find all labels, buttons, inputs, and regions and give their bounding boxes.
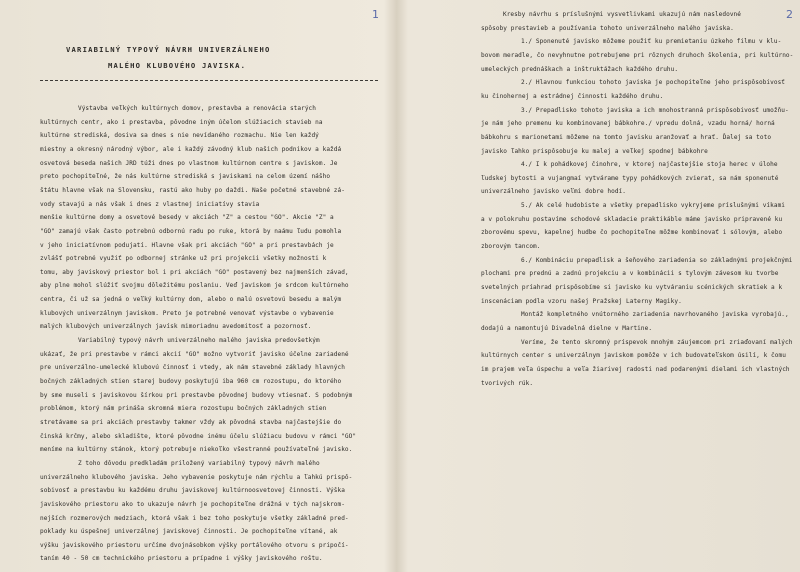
text-line: Výstavba veľkých kultúrnych domov, prestavba a renovácia starých xyxy=(78,105,316,112)
text-line: činská krčmy, alebo skladište, ktoré pôvodne inému účelu slúžiacu budovu v rámci "GO" xyxy=(40,432,357,440)
text-line: vody stavajú a nás však i dnes z vlastnej iniciatívy stavia xyxy=(40,200,260,208)
text-line: Variabilný typový návrh univerzálneho malého javiska predovšetkým xyxy=(78,337,320,345)
text-line: javiskového priestoru ako to ukazuje návrh je pochopiteľne drážná v tých najskrom- xyxy=(40,500,345,508)
title-underline xyxy=(40,80,378,81)
right-page xyxy=(400,0,800,572)
text-line: spôsoby prestavieb a používania tohoto univerzálneho malého javiska. xyxy=(481,24,734,32)
text-line: univerzálneho klubového javiska. Jeho vybavenie poskytuje nám rýchlu a ľahkú prispô- xyxy=(40,473,353,481)
text-line: taním 40 - 50 cm technického priestoru a prípadne i výšky javiskového roštu. xyxy=(40,555,323,563)
text-line: nejších rozmerových medziach, ktorá však i bez toho poskytuje všetky základné pred- xyxy=(40,514,349,522)
text-line: menšie kultúrne domy a osvetové besedy v akciách "Z" a cestou "GO". Akcie "Z" a xyxy=(40,214,334,222)
text-line: problémom, ktorý nám prináša skromná miera rozostupu bočných základných stien xyxy=(40,405,327,413)
text-line: bočných základných stien starej budovy poskytujú iba 960 cm rozostupu, do ktorého xyxy=(40,378,342,385)
text-line: malých klubových univerzálnych javísk mimoriadnu avedomitosť a pozornosť. xyxy=(40,323,312,331)
text-line: 6./ Kombináciu prepadlisk a šeňového zariadenia so základnými projekčnými xyxy=(521,256,793,264)
text-line: Montáž kompletného vnútorného zariadenia navrhovaného javiska vyrobajú., xyxy=(521,311,789,319)
text-line: umeleckých prednáškach a inštruktážach každého druhu. xyxy=(481,65,679,73)
text-line: miestny a okresný národný výbor, ale i každý závodný klub našich podnikov a každá xyxy=(40,145,342,153)
text-line: kultúrne strediská, dosiva sa dnes s nie nevídaného rozmachu. Nie len každý xyxy=(40,132,319,140)
text-line: 3./ Prepadlisko tohoto javiska a ich mnohostranná prispôsobivosť umožňu- xyxy=(521,106,789,114)
document-title-line-1: VARIABILNÝ TYPOVÝ NÁVRH UNIVERZÁLNEHO xyxy=(66,45,271,54)
text-line: 2./ Hlavnou funkciou tohoto javiska je pochopiteľne jeho prispôsobivosť xyxy=(521,79,786,87)
text-line: bábkohru s marionetami môžeme na tomto javisku aranžovať a hrať. Ďalej sa toto xyxy=(481,133,772,141)
text-line: centra, či už sa jedná o veľký kultúrny dom, alebo o malú osvetovú besedu a malým xyxy=(40,296,342,304)
page-number: 2 xyxy=(786,8,794,21)
text-line: kultúrnych center s univerzálnym javiskom pomôže v ich budovateľskom úsilí, k čomu xyxy=(481,352,786,360)
text-line: ľudskej bytosti a vujangmaí vytvárame typy pohádkových zvierat, sa nám sponenuté xyxy=(481,174,779,182)
text-line: inscenáciam podla vzoru našej Pražskej Laterny Magiky. xyxy=(481,297,682,305)
text-line: im prajem veľa úspechu a veľa žiarivej radosti nad podarenými dielami ich vlastných xyxy=(481,365,790,373)
text-line: štátu hlavne však na Slovensku, rastú ako huby po daždi. Naše početné stavebné zá- xyxy=(40,186,345,194)
text-line: pre univerzálno-umelecké klubovú činnosť i vtedy, ak nám stavebné základy hlavných xyxy=(40,364,345,372)
text-line: plochami pre prednú a zadnú projekciu a v kombinácii s tylovým závesom ku tvorbe xyxy=(481,270,779,278)
text-line: meníme na kultúrny stánok, ktorý potrebuje niekoľko všestranné používateľné javisko. xyxy=(40,446,353,454)
document-title-line-2: MALÉHO KLUBOVÉHO JAVISKA. xyxy=(108,61,247,70)
text-line: ukázať, že pri prestavbe v rámci akcií "GO" možno vytvoriť javisko účelne zariadené xyxy=(40,350,349,358)
text-line: osvetová beseda našich JRD túži dnes po vlastnom kultúrnom centre s javiskom. Je xyxy=(40,159,338,167)
text-line: dodajú a namontujú Divadelná dielne v Martine. xyxy=(481,324,653,332)
text-line: 4./ I k pohádkovej činohre, v ktorej najčastejšie stoja herec v úlohe xyxy=(521,161,778,169)
text-line: 5./ Ak celé hudobiste a všetky prepadlisko vykryjeme príslušnými víkami xyxy=(521,202,786,210)
text-line: stretávame sa pri akciách prestavby takmer vždy ak pôvodná stavba najčastejšie do xyxy=(40,418,342,426)
text-line: univerzálneho javisko veľmi dobre hodí. xyxy=(481,188,627,196)
text-line: a v polokruhu postavíme schodové skladacie praktikáble máme javisko pripravené ku xyxy=(481,215,783,223)
text-line: zvlášť potrebné využiť po odbornej stránke už pri projekcii všetky možnosti k xyxy=(40,255,327,263)
text-line: Z toho dôvodu predkladám priložený variabilný typový návrh malého xyxy=(78,459,320,467)
text-line: bovom meradle, čo nevyhnutne potrebujeme pri rôznych druhoch školenia, pri kultúrno- xyxy=(481,51,794,59)
text-line: je nám jeho premenu ku kombinovanej bábkohre./ vpredu dolná, vzadu horná/ horná xyxy=(481,120,775,128)
text-line: tvorivých rúk. xyxy=(481,379,534,387)
text-line: ku činohernej a estrádnej činnosti každého druhu. xyxy=(481,92,664,100)
text-line: poklady ku úspešnej univerzálnej javiskovej činnosti. Je pochopiteľne vítané, ak xyxy=(40,528,338,536)
text-line: Kresby návrhu s príslušnými vysvetlivkami ukazujú nám nasledovné xyxy=(503,11,741,18)
left-page xyxy=(0,0,398,572)
text-line: výšku javiskového priestoru určíme dvojnásobkom výšky portálového otvoru s pripočí- xyxy=(40,541,349,549)
text-line: v jeho iniciatívnom podujatí. Hlavne však pri akciách "GO" a pri prestavbách je xyxy=(40,241,334,249)
text-line: svetelných príahrad prispôsobíme si javisko ku vytváraniu scénických skratiek a k xyxy=(481,284,783,291)
text-line: tomu, aby javiskový priestor bol i pri akciách "GO" postavený bez najmenších závad, xyxy=(40,268,349,276)
text-line: klubových univerzálnym javiskom. Preto je potrebné venovať výstavbe o vybavenie xyxy=(40,309,334,317)
text-line: zborovým tancom. xyxy=(481,243,541,251)
text-line: "GO" zamajú však často potrebnú odbornú radu po ruke, ktorá by naámu ľudu pomohla xyxy=(40,227,342,235)
text-line: preto pochopiteľné, že nás kultúrne strediská s javiskami na celom území nášho xyxy=(40,173,331,181)
text-line: javisko ľahko prispôsobuje ku malej a veľkej spodnej bábkohre xyxy=(481,147,708,155)
text-line: sobivosť a prestavbu ku každému druhu javiskovej kultúrnoosvetovej činnosti. Výška xyxy=(40,487,345,495)
text-line: by sme museli s javiskovou šírkou pri prestavbe pôvodnej budovy vtiesnať. S podobným xyxy=(40,391,353,399)
text-line: zborovému spevu, kapelnej hudbe čo pochopiteľne môžme kombinovať i sólovým, alebo xyxy=(481,229,783,237)
page-number: 1 xyxy=(372,8,380,21)
text-line: 1./ Sponenuté javisko môžeme použiť ku premietaniu úzkeho filmu v klu- xyxy=(521,38,782,46)
text-line: kultúrnych centr, ako i prestavba, pôvodne iným účelom slúžiacich stavieb na xyxy=(40,118,323,126)
text-line: Veríme, že tento skromný príspevok mnohým záujemcom pri zriaďovaní malých xyxy=(521,338,793,346)
text-line: aby plne mohol slúžiť svojmu dôležitému poslaniu. Veď javiskom je srdcom kultúrneho xyxy=(40,282,349,290)
